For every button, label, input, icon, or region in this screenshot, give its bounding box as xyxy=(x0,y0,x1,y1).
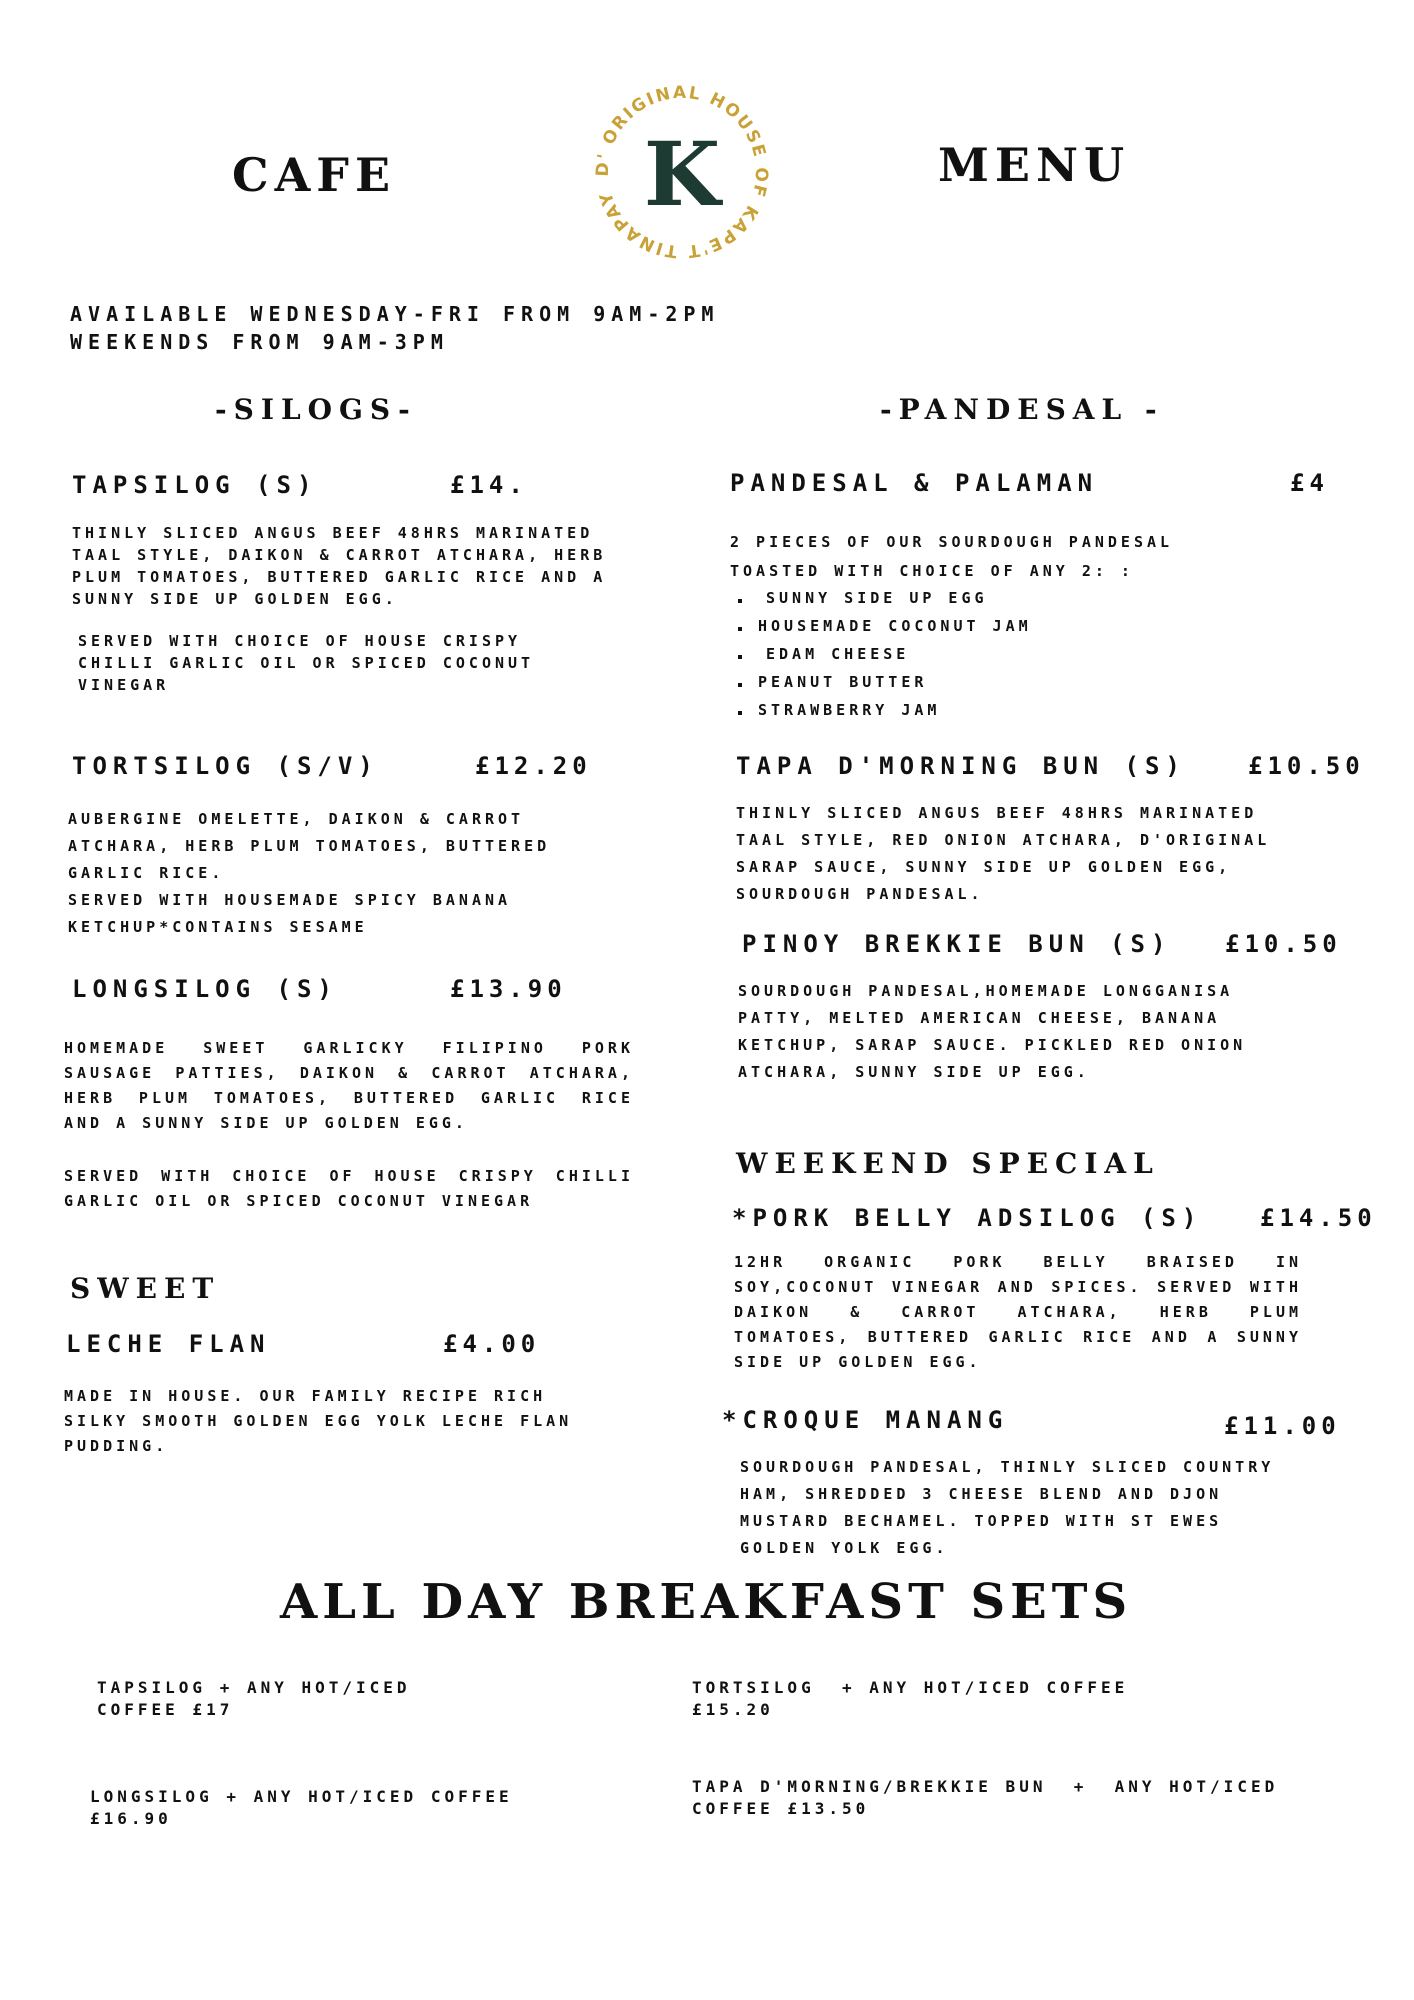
cafe-title: CAFE xyxy=(232,148,397,202)
bullet-icon xyxy=(738,683,742,687)
longsilog-name: LONGSILOG (S) xyxy=(72,975,338,1003)
brekkie-bun-name: PINOY BREKKIE BUN (S) xyxy=(742,930,1172,958)
availability-weekend: WEEKENDS FROM 9AM-3PM xyxy=(70,330,449,354)
bullet-icon xyxy=(738,599,742,603)
longsilog-price: £13.90 xyxy=(450,975,567,1003)
tortsilog-note: SERVED WITH HOUSEMADE SPICY BANANA KETCHUP*CONTAINS SESAME xyxy=(68,891,512,936)
tortsilog-details: AUBERGINE OMELETTE, DAIKON & CARROT ATCHARA, HERB PLUM TOMATOES, BUTTERED GARLIC RICE. xyxy=(68,810,551,882)
tapsilog-note: SERVED WITH CHOICE OF HOUSE CRISPY CHILLI GARLIC OIL OR SPICED COCONUT VINEGAR xyxy=(78,632,535,694)
adsilog-name: *PORK BELLY ADSILOG (S) xyxy=(732,1204,1203,1232)
pandesal-palaman-price: £4 xyxy=(1290,469,1329,497)
pandesal-heading: -PANDESAL - xyxy=(880,393,1164,426)
option-item: PEANUT BUTTER xyxy=(730,668,1230,696)
tortsilog-description xyxy=(68,806,588,941)
tapsilog-description xyxy=(72,522,622,696)
bullet-icon xyxy=(738,711,742,715)
option-item: STRAWBERRY JAM xyxy=(730,696,1230,724)
set-longsilog: LONGSILOG + ANY HOT/ICED COFFEE £16.90 xyxy=(90,1787,513,1828)
menu-title: MENU xyxy=(938,138,1131,192)
croque-manang-price: £11.00 xyxy=(1224,1412,1341,1440)
tapa-bun-name: TAPA D'MORNING BUN (S) xyxy=(736,752,1186,780)
availability-weekday: AVAILABLE WEDNESDAY-FRI FROM 9AM-2PM xyxy=(70,302,720,326)
leche-flan-price: £4.00 xyxy=(443,1330,541,1358)
breakfast-sets-heading: ALL DAY BREAKFAST SETS xyxy=(280,1574,1133,1630)
bullet-icon xyxy=(738,655,742,659)
availability xyxy=(70,300,719,356)
longsilog-details: HOMEMADE SWEET GARLICKY FILIPINO PORK SAUSAGE PATTIES, DAIKON & CARROT ATCHARA, HERB PLUM TOMATOES, BUTTERED GARLIC RICE AND A SUNNY SIDE UP GOLDEN EGG. xyxy=(64,1039,634,1132)
leche-flan-name: LECHE FLAN xyxy=(66,1330,271,1358)
tapsilog-price: £14. xyxy=(450,471,528,499)
logo-letter: K xyxy=(643,122,721,226)
brekkie-bun-price: £10.50 xyxy=(1225,930,1342,958)
adsilog-description: 12HR ORGANIC PORK BELLY BRAISED IN SOY,COCONUT VINEGAR AND SPICES. SERVED WITH DAIKON & CARROT ATCHARA, HERB PLUM TOMATOES, BUTTERED GARLIC RICE AND A SUNNY SIDE UP GOLDEN EGG. xyxy=(734,1253,1302,1371)
leche-flan-description: MADE IN HOUSE. OUR FAMILY RECIPE RICH SILKY SMOOTH GOLDEN EGG YOLK LECHE FLAN PUDDING. xyxy=(64,1387,573,1455)
tortsilog-price: £12.20 xyxy=(475,752,592,780)
sweet-heading: SWEET xyxy=(70,1272,221,1305)
logo-ring-text: D' ORIGINAL HOUSE OF KAPE'T TINAPAY xyxy=(592,82,772,262)
bullet-icon xyxy=(738,627,742,631)
longsilog-description xyxy=(64,1036,634,1214)
croque-manang-name: *CROQUE MANANG xyxy=(722,1406,1009,1434)
set-tortsilog: TORTSILOG + ANY HOT/ICED COFFEE £15.20 xyxy=(692,1678,1129,1719)
option-item: HOUSEMADE COCONUT JAM xyxy=(730,612,1230,640)
brand-logo xyxy=(592,82,772,262)
set-bun: TAPA D'MORNING/BREKKIE BUN + ANY HOT/ICED COFFEE £13.50 xyxy=(692,1777,1279,1818)
adsilog-price: £14.50 xyxy=(1260,1204,1377,1232)
weekend-special-heading: WEEKEND SPECIAL xyxy=(736,1147,1160,1180)
tortsilog-name: TORTSILOG (S/V) xyxy=(72,752,379,780)
set-tapsilog: TAPSILOG + ANY HOT/ICED COFFEE £17 xyxy=(97,1678,411,1719)
silogs-heading: -SILOGS- xyxy=(215,393,417,426)
longsilog-note: SERVED WITH CHOICE OF HOUSE CRISPY CHILLI GARLIC OIL OR SPICED COCONUT VINEGAR xyxy=(64,1167,634,1210)
tapsilog-name: TAPSILOG (S) xyxy=(72,471,318,499)
option-item: EDAM CHEESE xyxy=(730,640,1230,668)
tapa-bun-price: £10.50 xyxy=(1248,752,1365,780)
tapsilog-details: THINLY SLICED ANGUS BEEF 48HRS MARINATED TAAL STYLE, DAIKON & CARROT ATCHARA, HERB PLUM TOMATOES, BUTTERED GARLIC RICE AND A SUNNY SIDE UP GOLDEN EGG. xyxy=(72,524,607,608)
pandesal-palaman-description: 2 PIECES OF OUR SOURDOUGH PANDESAL TOASTED WITH CHOICE OF ANY 2: : xyxy=(730,533,1174,580)
tapa-bun-description: THINLY SLICED ANGUS BEEF 48HRS MARINATED TAAL STYLE, RED ONION ATCHARA, D'ORIGINAL SARAP SAUCE, SUNNY SIDE UP GOLDEN EGG, SOURDOUGH PANDESAL. xyxy=(736,804,1271,903)
croque-manang-description: SOURDOUGH PANDESAL, THINLY SLICED COUNTRY HAM, SHREDDED 3 CHEESE BLEND AND DJON MUSTARD BECHAMEL. TOPPED WITH ST EWES GOLDEN YOLK EGG. xyxy=(740,1458,1275,1557)
palaman-options xyxy=(730,584,1230,724)
option-item: SUNNY SIDE UP EGG xyxy=(730,584,1230,612)
pandesal-palaman-name: PANDESAL & PALAMAN xyxy=(730,469,1099,497)
brekkie-bun-description: SOURDOUGH PANDESAL,HOMEMADE LONGGANISA PATTY, MELTED AMERICAN CHEESE, BANANA KETCHUP, SARAP SAUCE. PICKLED RED ONION ATCHARA, SUNNY SIDE UP EGG. xyxy=(738,982,1247,1081)
